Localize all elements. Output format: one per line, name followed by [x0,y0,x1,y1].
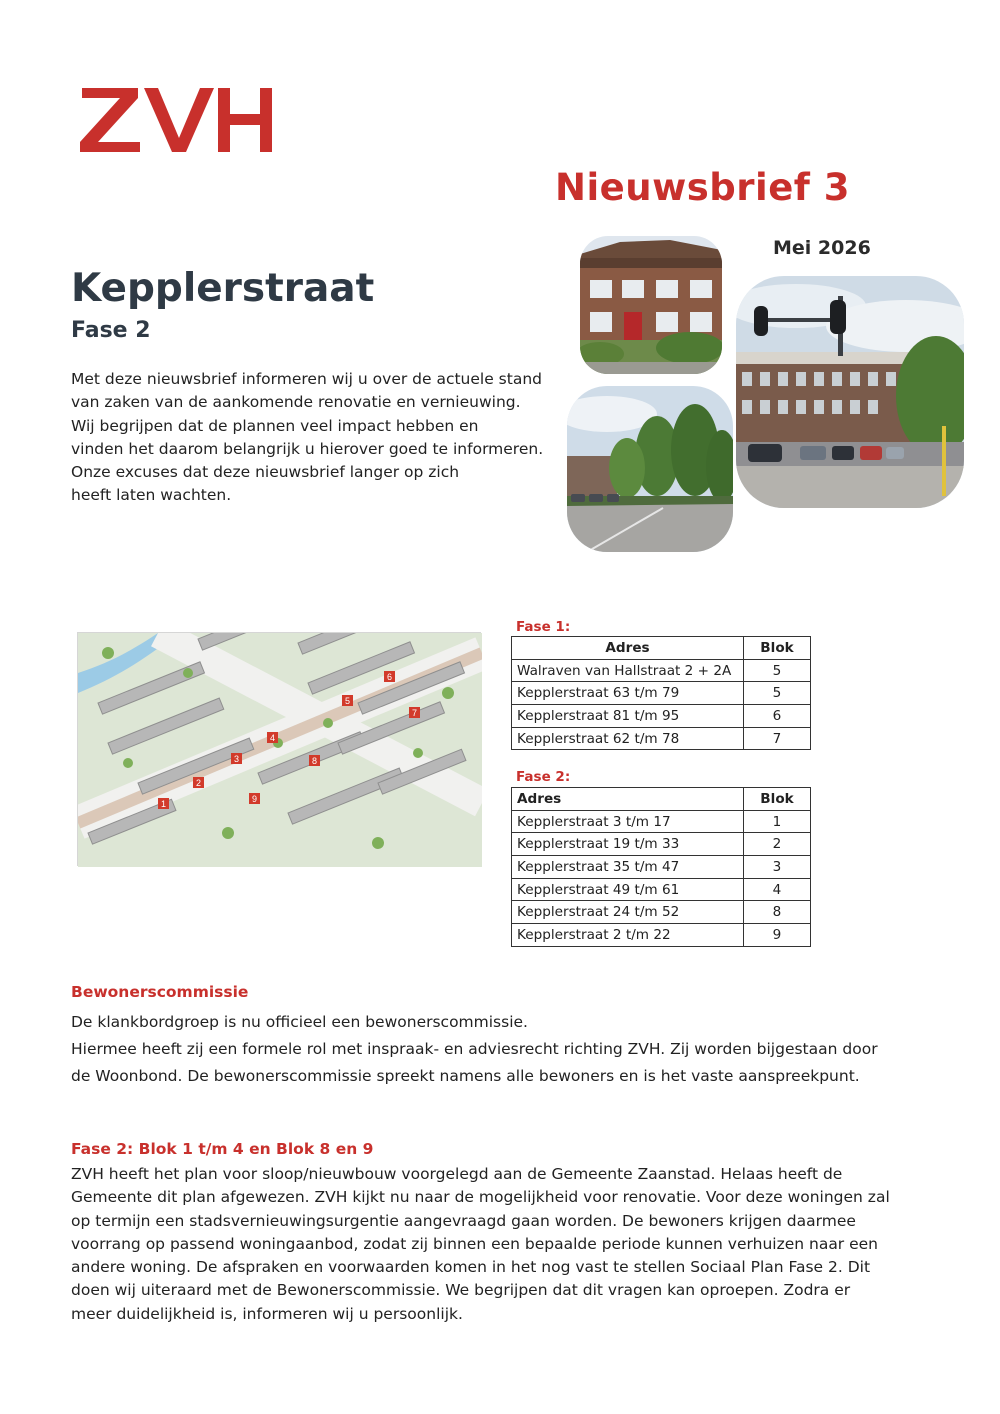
address-cell: Kepplerstraat 62 t/m 78 [512,727,744,750]
newsletter-title: Nieuwsbrief 3 [555,166,851,209]
paragraph-line: ZVH heeft het plan voor sloop/nieuwbouw voorgelegd aan de Gemeente Zaanstad. Helaas heeft de [71,1165,843,1183]
block-cell: 2 [744,833,811,856]
block-marker-label: 3 [233,754,240,764]
houses-photo [580,236,722,374]
block-marker-7 [409,707,420,718]
block-marker-label: 7 [411,708,418,718]
table-row [512,878,811,901]
block-marker-5 [342,695,353,706]
paragraph-line: Hiermee heeft zij een formele rol met inspraak- en adviesrecht richting ZVH. Zij worden bijgestaan door [71,1040,878,1058]
table-row [512,833,811,856]
table-header-row [512,637,811,660]
address-cell: Kepplerstraat 19 t/m 33 [512,833,744,856]
paragraph-line: meer duidelijkheid is, informeren wij u persoonlijk. [71,1304,463,1323]
block-cell: 4 [744,878,811,901]
block-marker-1 [158,798,169,809]
block-cell: 5 [744,682,811,705]
block-cell: 1 [744,810,811,833]
block-cell: 9 [744,924,811,947]
address-cell: Walraven van Hallstraat 2 + 2A [512,659,744,682]
address-cell: Kepplerstraat 3 t/m 17 [512,810,744,833]
column-header-block: Blok [744,637,811,660]
intro-paragraph [71,368,571,508]
block-cell: 7 [744,727,811,750]
block-marker-label: 1 [160,799,167,809]
block-marker-label: 4 [269,733,276,743]
block-cell: 3 [744,856,811,879]
table-row [512,901,811,924]
site-map [77,632,481,866]
fase2-section-body [71,1163,951,1326]
address-cell: Kepplerstraat 49 t/m 61 [512,878,744,901]
intro-line: vinden het daarom belangrijk u hierover goed te informeren. [71,439,544,458]
column-header-address: Adres [512,788,744,811]
fase1-label: Fase 1: [516,619,571,635]
paragraph-line: De klankbordgroep is nu officieel een bewonerscommissie. [71,1013,528,1031]
paragraph-line: doen wij uiteraard met de Bewonerscommissie. We begrijpen dat dit vragen kan oproepen. Zodra er [71,1281,851,1300]
block-marker-6 [384,671,395,682]
issue-date: Mei 2026 [773,237,871,259]
block-marker-label: 6 [386,672,393,682]
fase2-label: Fase 2: [516,769,571,785]
block-marker-label: 9 [251,794,258,804]
column-header-address: Adres [512,637,744,660]
zvh-logo [78,84,278,156]
fase2-table [511,787,811,947]
paragraph-line: de Woonbond. De bewonerscommissie spreekt namens alle bewoners en is het vaste aanspreekpunt. [71,1067,860,1085]
address-cell: Kepplerstraat 63 t/m 79 [512,682,744,705]
block-marker-label: 5 [344,696,351,706]
address-cell: Kepplerstraat 35 t/m 47 [512,856,744,879]
paragraph-line: Gemeente dit plan afgewezen. ZVH kijkt nu naar de mogelijkheid voor renovatie. Voor deze woningen zal [71,1188,890,1207]
block-cell: 6 [744,705,811,728]
table-row [512,924,811,947]
bewonerscommissie-heading: Bewonerscommissie [71,983,249,1001]
page-title: Kepplerstraat [71,266,375,311]
bewonerscommissie-body [71,1009,941,1090]
intro-line: van zaken van de aankomende renovatie en vernieuwing. [71,393,521,412]
intro-line: heeft laten wachten. [71,486,232,505]
paragraph-line: andere woning. De afspraken en voorwaarden komen in het nog vast te stellen Sociaal Plan Fase 2. Dit [71,1258,871,1277]
table-row [512,682,811,705]
block-cell: 8 [744,901,811,924]
column-header-block: Blok [744,788,811,811]
block-marker-label: 8 [311,756,318,766]
table-row [512,705,811,728]
intro-line: Met deze nieuwsbrief informeren wij u over de actuele stand [71,370,542,388]
paragraph-line: voorrang op passend woningaanbod, zodat zij binnen een bepaalde periode kunnen verhuizen naar een [71,1234,879,1253]
block-cell: 5 [744,659,811,682]
fase1-table [511,636,811,750]
block-marker-label: 2 [195,778,202,788]
page-subtitle: Fase 2 [71,318,151,343]
paragraph-line: op termijn een stadsvernieuwingsurgentie aangevraagd gaan worden. De bewoners krijgen daarmee [71,1211,856,1230]
block-marker-4 [267,732,278,743]
table-row [512,659,811,682]
table-row [512,810,811,833]
street-photo [736,276,964,508]
table-row [512,727,811,750]
block-marker-9 [249,793,260,804]
block-marker-8 [309,755,320,766]
block-marker-2 [193,777,204,788]
intro-line: Onze excuses dat deze nieuwsbrief langer op zich [71,463,460,482]
block-marker-3 [231,753,242,764]
table-header-row [512,788,811,811]
address-cell: Kepplerstraat 81 t/m 95 [512,705,744,728]
intro-line: Wij begrijpen dat de plannen veel impact hebben en [71,416,479,435]
avenue-photo [567,386,733,552]
address-cell: Kepplerstraat 24 t/m 52 [512,901,744,924]
fase2-section-heading: Fase 2: Blok 1 t/m 4 en Blok 8 en 9 [71,1140,374,1158]
table-row [512,856,811,879]
address-cell: Kepplerstraat 2 t/m 22 [512,924,744,947]
